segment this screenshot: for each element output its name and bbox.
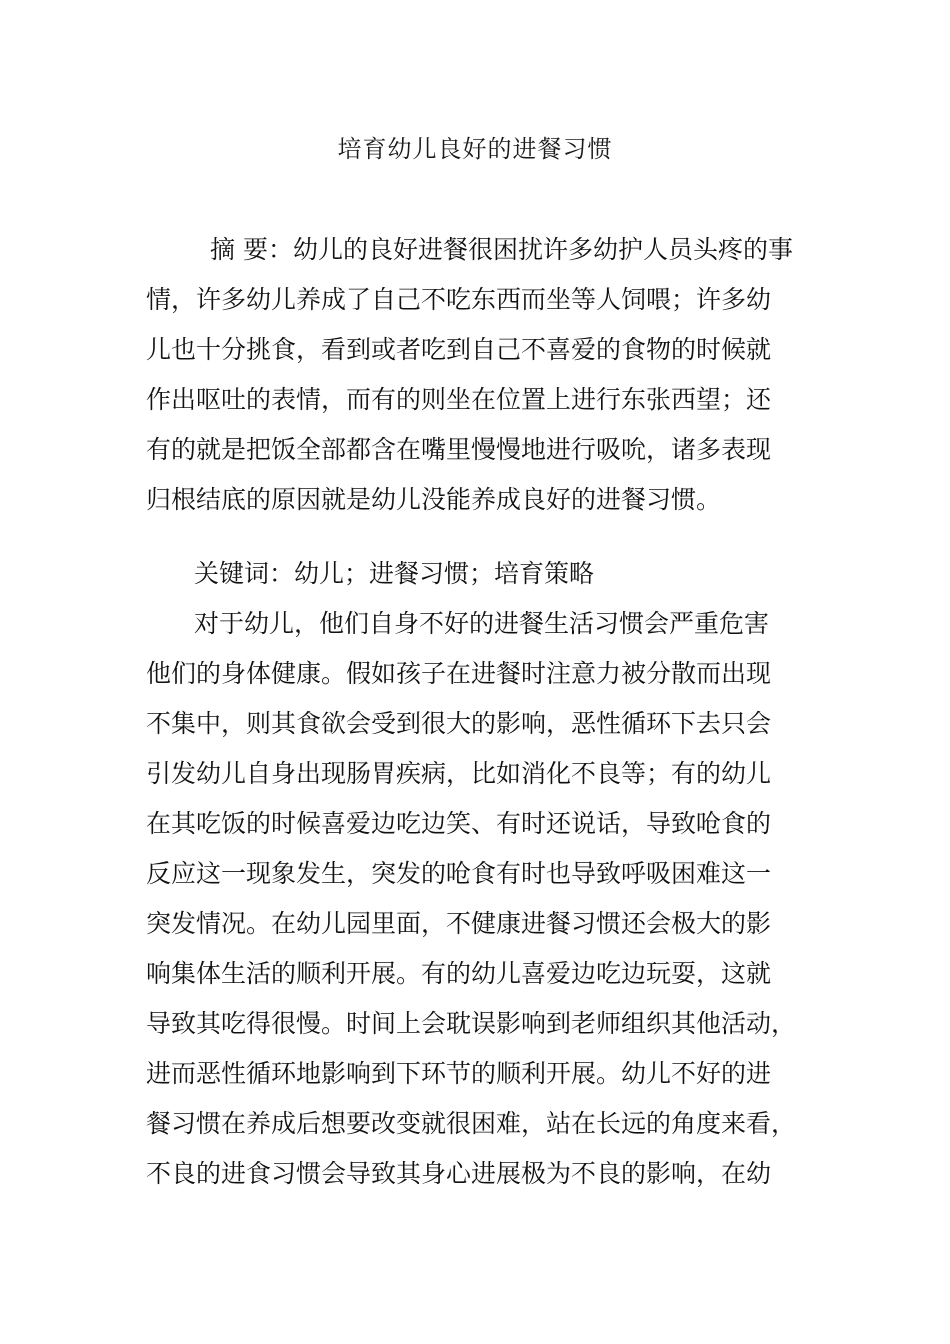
abstract-line: 儿也十分挑食，看到或者吃到自己不喜爱的食物的时候就 [146,335,772,364]
body-line: 他们的身体健康。假如孩子在进餐时注意力被分散而出现 [146,659,772,688]
body-line: 餐习惯在养成后想要改变就很困难，站在长远的角度来看， [146,1109,797,1138]
body-line: 导致其吃得很慢。时间上会耽误影响到老师组织其他活动， [146,1009,797,1038]
abstract-line: 摘 要：幼儿的良好进餐很困扰许多幼护人员头疼的事 [210,235,793,264]
abstract-line: 有的就是把饭全部都含在嘴里慢慢地进行吸吮，诸多表现 [146,435,772,464]
body-line: 不集中，则其食欲会受到很大的影响，恶性循环下去只会 [146,709,772,738]
document-title: 培育幼儿良好的进餐习惯 [337,135,613,163]
body-line: 引发幼儿自身出现肠胃疾病，比如消化不良等；有的幼儿 [146,759,772,788]
body-line: 不良的进食习惯会导致其身心进展极为不良的影响，在幼 [146,1159,772,1188]
keywords-line: 关键词：幼儿；进餐习惯；培育策略 [194,559,595,588]
body-line: 对于幼儿，他们自身不好的进餐生活习惯会严重危害 [194,609,770,638]
body-line: 反应这一现象发生，突发的呛食有时也导致呼吸困难这一 [146,859,772,888]
abstract-line: 归根结底的原因就是幼儿没能养成良好的进餐习惯。 [146,485,722,514]
body-line: 在其吃饭的时候喜爱边吃边笑、有时还说话，导致呛食的 [146,809,772,838]
body-line: 进而恶性循环地影响到下环节的顺利开展。幼儿不好的进 [146,1059,772,1088]
abstract-line: 作出呕吐的表情，而有的则坐在位置上进行东张西望；还 [146,385,772,414]
body-line: 突发情况。在幼儿园里面，不健康进餐习惯还会极大的影 [146,909,772,938]
body-line: 响集体生活的顺利开展。有的幼儿喜爱边吃边玩耍，这就 [146,959,772,988]
abstract-line: 情，许多幼儿养成了自己不吃东西而坐等人饲喂；许多幼 [146,285,772,314]
